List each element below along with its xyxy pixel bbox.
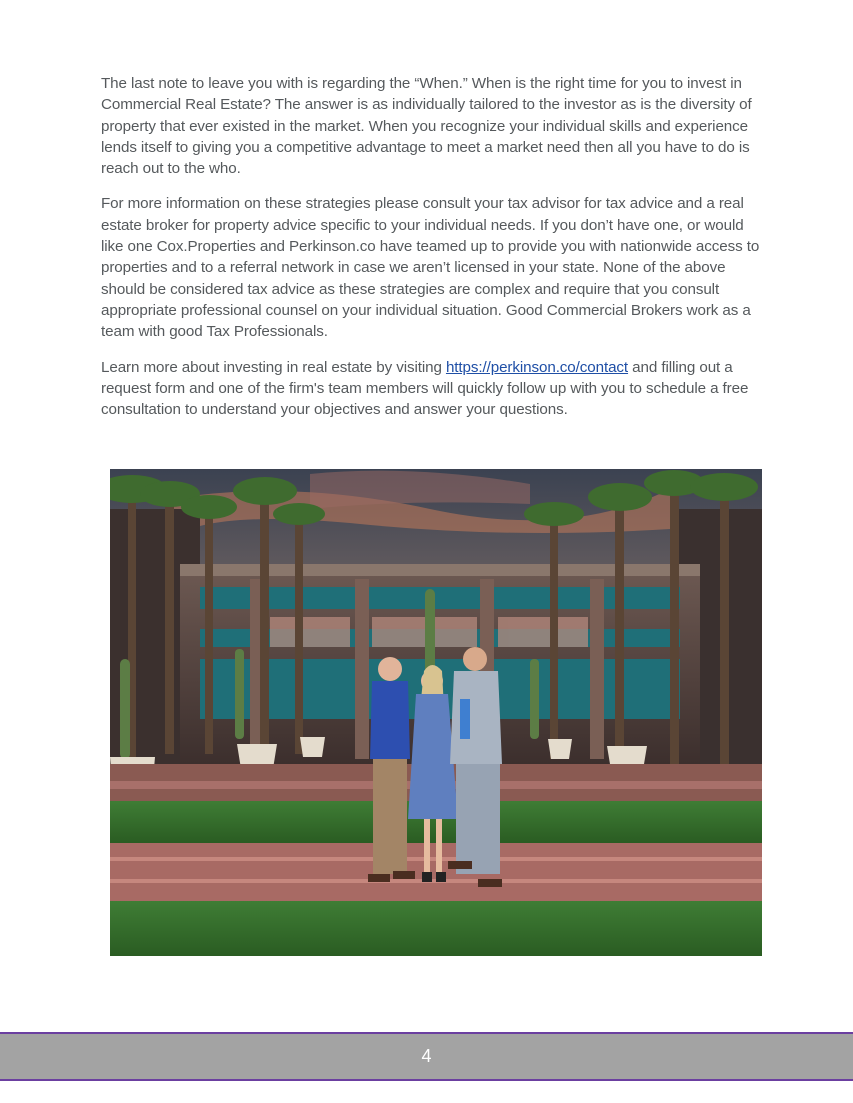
contact-link[interactable]: https://perkinson.co/contact bbox=[445, 358, 629, 376]
paragraph-when: The last note to leave you with is regarding the “When.” When is the right time for you to invest in Commercial Real Estate? The answer is as individually tailored to the investor as is the diversity of property that ever existed in the market. When you recognize your individual skills and experience lends itself to giving you a competitive advantage to meet a market need then all you have to do is reach out to the who. bbox=[101, 75, 752, 178]
paragraph-more-info: For more information on these strategies please consult your tax advisor for tax advice and a real estate broker for property advice specific to your individual needs. If you don’t have one, or would like one Cox.Properties and Perkinson.co have teamed up to provide you with nationwide access to properties and to a referral network in case we aren’t licensed in your state. None of the above should be considered tax advice as these strategies are complex and require that you consult appropriate professional counsel on your individual situation. Good Commercial Brokers work as a team with good Tax Professionals. bbox=[101, 195, 760, 341]
paragraph-learn-more bbox=[101, 357, 769, 421]
team-photo bbox=[110, 469, 762, 956]
learn-more-text-after: and filling out a request form and one of the firm's team members will quickly follow up with you to schedule a free consultation to understand your objectives and answer your questions. bbox=[101, 358, 749, 419]
page-footer bbox=[0, 1032, 853, 1081]
body-text bbox=[101, 73, 769, 434]
learn-more-text-before: Learn more about investing in real estate by visiting bbox=[101, 358, 446, 376]
page-number: 4 bbox=[421, 1046, 432, 1066]
